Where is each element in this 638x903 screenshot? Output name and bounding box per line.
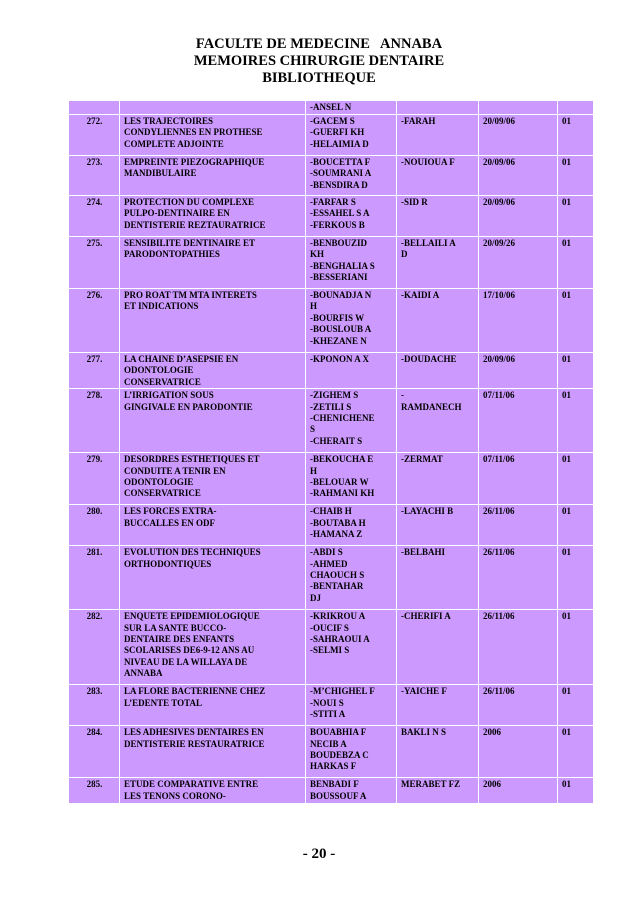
cell-date: 07/11/06	[479, 389, 558, 453]
library-title: BIBLIOTHEQUE	[262, 70, 376, 86]
cell-students-line: -SAHRAOUI A	[310, 634, 370, 645]
cell-students-line: NECIB A	[310, 738, 347, 749]
cell-supervisor	[397, 546, 479, 610]
cell-title-line: PARODONTOPATHIES	[124, 249, 220, 260]
cell-students-line: -BOUNADJA N	[310, 290, 372, 300]
cell-students-line: -BOURFIS W	[310, 312, 365, 323]
cell-date: 20/09/06	[479, 156, 558, 196]
table-row	[69, 353, 594, 389]
cell-supervisor-line: -KAIDI A	[401, 290, 440, 300]
cell-supervisor	[397, 610, 479, 685]
cell-title-line: SENSIBILITE DENTINAIRE ET	[124, 238, 256, 248]
cell-supervisor-line: -	[401, 390, 404, 401]
cell-date: 20/09/06	[479, 115, 558, 156]
table-row	[69, 156, 594, 196]
cell-title-line: LES FORCES EXTRA-	[124, 506, 217, 517]
cell-supervisor	[397, 505, 479, 546]
cell-title	[120, 685, 306, 726]
cell-students-line: -BENGHALIA S	[310, 260, 375, 271]
cell-supervisor-line: D	[401, 249, 408, 260]
cell-students	[306, 546, 397, 610]
thesis-table-body	[69, 101, 594, 804]
cell-students-line: H	[310, 465, 318, 476]
faculty-title: FACULTE DE MEDECINE ANNABA	[195, 36, 443, 52]
cell-students-line: -CHENICHENE	[310, 413, 375, 424]
table-row	[69, 289, 594, 353]
cell-students	[306, 237, 397, 289]
cell-supervisor	[397, 778, 479, 804]
cell-title-line: ORTHODONTIQUES	[124, 558, 212, 569]
cell-date: 26/11/06	[479, 505, 558, 546]
table-row	[69, 610, 594, 685]
cell-title-line: LES ADHESIVES DENTAIRES EN	[124, 727, 264, 738]
cell-students-line: CHAOUCH S	[310, 570, 365, 581]
cell-number: 277.	[69, 353, 120, 389]
cell-supervisor-line: -YAICHE F	[401, 686, 447, 697]
cell-number: 281.	[69, 546, 120, 610]
cell-supervisor-line: BAKLI N S	[401, 727, 447, 738]
cell-title-line: ODONTOLOGIE	[124, 365, 194, 376]
cell-students	[306, 353, 397, 389]
cell-title	[120, 156, 306, 196]
cell-title-line: ETUDE COMPARATIVE ENTRE	[124, 779, 259, 790]
cell-title-line: CONSERVATRICE	[124, 376, 201, 387]
table-row	[69, 115, 594, 156]
cell-title-line: LA CHAINE D’ASEPSIE EN	[124, 354, 239, 364]
table-row	[69, 389, 594, 453]
cell-students-line: -HAMANA Z	[310, 529, 363, 540]
cell-supervisor-line: RAMDANECH	[401, 401, 462, 412]
cell-supervisor	[397, 389, 479, 453]
cell-students-line: -NOUI S	[310, 697, 344, 708]
cell-number: 282.	[69, 610, 120, 685]
cell-copies: 01	[558, 196, 594, 237]
cell-copies: 01	[558, 389, 594, 453]
cell-title-line: L’EDENTE TOTAL	[124, 697, 202, 708]
cell-students	[306, 196, 397, 237]
cell-students-line: DJ	[310, 592, 321, 603]
cell-students-line: -ZETILI S	[310, 401, 352, 412]
cell-copies: 01	[558, 156, 594, 196]
cell-supervisor-line: -DOUDACHE	[401, 354, 457, 364]
cell-title-line: EVOLUTION DES TECHNIQUES	[124, 547, 261, 558]
cell-number: 278.	[69, 389, 120, 453]
cell-title	[120, 505, 306, 546]
cell-students-line: H	[310, 301, 318, 312]
cell-students	[306, 610, 397, 685]
table-row	[69, 453, 594, 505]
cell-students-line: -OUCIF S	[310, 622, 349, 633]
cell-students-line: -ESSAHEL S A	[310, 208, 370, 219]
page-number: - 20 -	[302, 846, 336, 862]
cell-students-line: -KHEZANE N	[310, 335, 367, 346]
cell-supervisor	[397, 101, 479, 115]
cell-supervisor	[397, 156, 479, 196]
cell-students-line: KH	[310, 249, 325, 260]
thesis-table	[68, 100, 594, 804]
cell-copies: 01	[558, 685, 594, 726]
cell-students	[306, 389, 397, 453]
cell-students-line: -AHMED	[310, 558, 348, 569]
page-header	[0, 36, 638, 87]
cell-number: 274.	[69, 196, 120, 237]
cell-title-line: PROTECTION DU COMPLEXE	[124, 197, 255, 207]
cell-students-line: -ABDI S	[310, 547, 343, 558]
cell-title-line: LES TENONS CORONO-	[124, 790, 226, 801]
cell-title-line: CONDYLIENNES EN PROTHESE	[124, 127, 263, 138]
cell-title	[120, 115, 306, 156]
cell-students-line: BOUDEBZA C	[310, 750, 369, 761]
cell-number: 273.	[69, 156, 120, 196]
cell-date: 2006	[479, 778, 558, 804]
cell-date: 17/10/06	[479, 289, 558, 353]
cell-students-line: -KPONON A X	[310, 354, 370, 364]
cell-number: 283.	[69, 685, 120, 726]
cell-number: 275.	[69, 237, 120, 289]
cell-title	[120, 778, 306, 804]
cell-supervisor-line: -BELBAHI	[401, 547, 446, 558]
table-row	[69, 685, 594, 726]
cell-students-line: BENBADI F	[310, 779, 359, 790]
cell-title-line: DENTAIRE DES ENFANTS	[124, 634, 235, 645]
cell-students-line: -CHAIB H	[310, 506, 352, 517]
cell-students-line: -SELMI S	[310, 645, 350, 656]
cell-date: 2006	[479, 726, 558, 778]
table-row	[69, 726, 594, 778]
cell-copies: 01	[558, 610, 594, 685]
cell-students	[306, 101, 397, 115]
table-row	[69, 237, 594, 289]
cell-copies	[558, 101, 594, 115]
cell-students-line: BOUSSOUF A	[310, 790, 367, 801]
table-row	[69, 505, 594, 546]
cell-students	[306, 778, 397, 804]
cell-title-line: CONDUITE A TENIR EN	[124, 465, 226, 476]
cell-number: 276.	[69, 289, 120, 353]
cell-title-line: GINGIVALE EN PARODONTIE	[124, 401, 253, 412]
cell-copies: 01	[558, 726, 594, 778]
cell-number: 279.	[69, 453, 120, 505]
cell-date: 20/09/26	[479, 237, 558, 289]
cell-title-line: ET INDICATIONS	[124, 301, 199, 312]
cell-title-line: DENTISTERIE RESTAURATRICE	[124, 738, 265, 749]
cell-students-line: -BELOUAR W	[310, 477, 369, 488]
cell-number: 272.	[69, 115, 120, 156]
table-row	[69, 546, 594, 610]
cell-supervisor	[397, 289, 479, 353]
cell-date: 26/11/06	[479, 546, 558, 610]
cell-students-line: -FARFAR S	[310, 197, 356, 207]
cell-supervisor	[397, 685, 479, 726]
cell-number: 284.	[69, 726, 120, 778]
cell-supervisor-line: -ZERMAT	[401, 454, 443, 465]
cell-students-line: -STITI A	[310, 709, 346, 720]
cell-students-line: -BOUCETTA F	[310, 157, 371, 167]
cell-copies: 01	[558, 453, 594, 505]
cell-students	[306, 289, 397, 353]
cell-title-line: SUR LA SANTE BUCCO-	[124, 622, 227, 633]
cell-title	[120, 196, 306, 237]
cell-title	[120, 610, 306, 685]
cell-students-line: -ZIGHEM S	[310, 390, 359, 401]
cell-title	[120, 546, 306, 610]
cell-number: 280.	[69, 505, 120, 546]
cell-students-line: -HELAIMIA D	[310, 138, 369, 149]
cell-students-line: -BOUSLOUB A	[310, 324, 372, 335]
cell-title-line: DESORDRES ESTHETIQUES ET	[124, 454, 260, 465]
cell-title	[120, 726, 306, 778]
table-row	[69, 101, 594, 115]
cell-students	[306, 115, 397, 156]
cell-students-line: -BENTAHAR	[310, 581, 364, 592]
cell-supervisor	[397, 196, 479, 237]
cell-students-line: -BENSDIRA D	[310, 179, 368, 190]
cell-supervisor	[397, 726, 479, 778]
cell-title-line: EMPREINTE PIEZOGRAPHIQUE	[124, 157, 265, 167]
cell-title-line: NIVEAU DE LA WILLAYA DE	[124, 656, 248, 667]
cell-students	[306, 453, 397, 505]
table-row	[69, 196, 594, 237]
cell-students-line: -BEKOUCHA E	[310, 454, 374, 465]
cell-copies: 01	[558, 778, 594, 804]
cell-copies: 01	[558, 115, 594, 156]
cell-students-line: BOUABHIA F	[310, 727, 367, 738]
cell-supervisor-line: -LAYACHI B	[401, 506, 454, 517]
cell-students-line: -ANSEL N	[310, 102, 352, 112]
cell-students	[306, 156, 397, 196]
cell-title	[120, 453, 306, 505]
cell-number	[69, 101, 120, 115]
cell-title-line: LES TRAJECTOIRES	[124, 116, 213, 126]
cell-supervisor-line: -SID R	[401, 197, 428, 207]
cell-title-line: ENQUETE EPIDEMIOLOGIQUE	[124, 611, 260, 622]
cell-copies: 01	[558, 237, 594, 289]
cell-date: 26/11/06	[479, 685, 558, 726]
cell-title	[120, 289, 306, 353]
cell-students-line: -SOUMRANI A	[310, 168, 372, 179]
cell-title-line: PULPO-DENTINAIRE EN	[124, 208, 230, 219]
cell-supervisor-line: -FARAH	[401, 116, 436, 126]
cell-date: 26/11/06	[479, 610, 558, 685]
cell-supervisor	[397, 237, 479, 289]
cell-students	[306, 685, 397, 726]
cell-students-line: -M’CHIGHEL F	[310, 686, 375, 697]
cell-students	[306, 505, 397, 546]
cell-title	[120, 237, 306, 289]
cell-title-line: PRO ROAT TM MTA INTERETS	[124, 290, 257, 300]
cell-title-line: SCOLARISES DE6-9-12 ANS AU	[124, 645, 255, 656]
cell-students-line: HARKAS F	[310, 761, 357, 772]
cell-students-line: -BOUTABA H	[310, 517, 366, 528]
cell-students-line: -BENBOUZID	[310, 238, 368, 248]
cell-date: 07/11/06	[479, 453, 558, 505]
cell-title-line: CONSERVATRICE	[124, 488, 201, 499]
cell-supervisor	[397, 353, 479, 389]
cell-supervisor-line: MERABET FZ	[401, 779, 461, 790]
cell-title-line: L’IRRIGATION SOUS	[124, 390, 214, 401]
cell-students-line: -GUERFI KH	[310, 127, 365, 138]
cell-date: 20/09/06	[479, 196, 558, 237]
cell-students-line: S	[310, 424, 316, 435]
cell-copies: 01	[558, 353, 594, 389]
cell-title	[120, 389, 306, 453]
cell-title-line: ANNABA	[124, 668, 163, 679]
cell-students-line: -FERKOUS B	[310, 219, 365, 230]
cell-students-line: -KRIKROU A	[310, 611, 366, 622]
cell-copies: 01	[558, 546, 594, 610]
cell-title-line: BUCCALLES EN ODF	[124, 517, 216, 528]
cell-title	[120, 101, 306, 115]
cell-title-line: DENTISTERIE REZTAURATRICE	[124, 219, 266, 230]
cell-title-line: COMPLETE ADJOINTE	[124, 138, 224, 149]
collection-title: MEMOIRES CHIRURGIE DENTAIRE	[193, 53, 445, 69]
cell-students-line: -RAHMANI KH	[310, 488, 375, 499]
table-row	[69, 778, 594, 804]
cell-supervisor	[397, 115, 479, 156]
cell-date: 20/09/06	[479, 353, 558, 389]
cell-date	[479, 101, 558, 115]
cell-supervisor-line: -BELLAILI A	[401, 238, 456, 248]
cell-copies: 01	[558, 505, 594, 546]
cell-number: 285.	[69, 778, 120, 804]
cell-copies: 01	[558, 289, 594, 353]
cell-title	[120, 353, 306, 389]
cell-title-line: MANDIBULAIRE	[124, 168, 197, 179]
cell-title-line: LA FLORE BACTERIENNE CHEZ	[124, 686, 266, 697]
cell-students	[306, 726, 397, 778]
cell-students-line: -BESSERIANI	[310, 272, 368, 283]
cell-supervisor-line: -CHERIFI A	[401, 611, 451, 622]
cell-supervisor	[397, 453, 479, 505]
cell-students-line: -CHERAIT S	[310, 435, 363, 446]
cell-supervisor-line: -NOUIOUA F	[401, 157, 455, 167]
cell-students-line: -GACEM S	[310, 116, 355, 126]
cell-title-line: ODONTOLOGIE	[124, 477, 194, 488]
